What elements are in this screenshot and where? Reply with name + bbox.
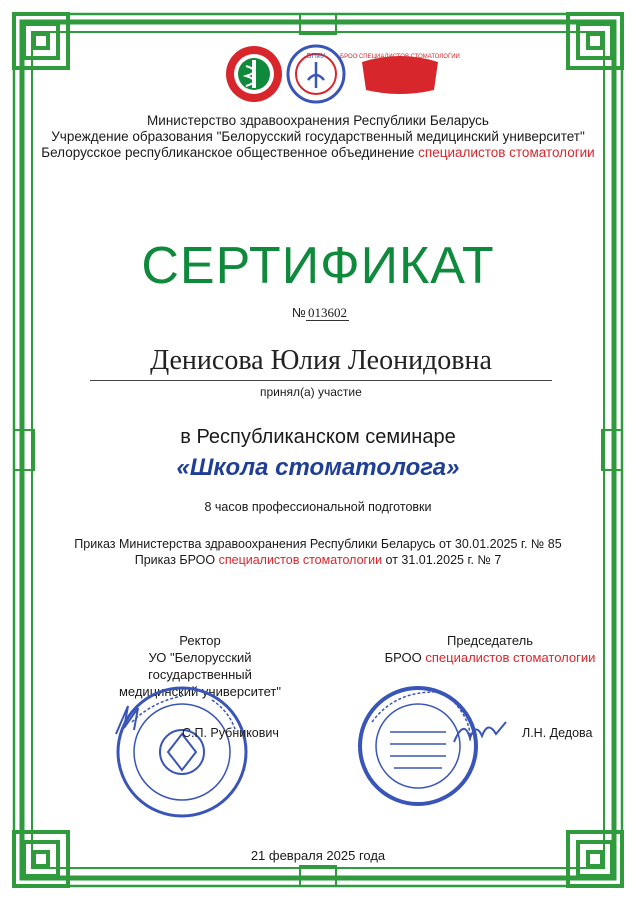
ministry-line: Министерство здравоохранения Республики Беларусь [147, 113, 489, 128]
participation-text: принял(а) участие [260, 385, 362, 399]
medical-emblem-icon [226, 46, 282, 102]
right-org-highlight: специалистов стоматологии [425, 650, 596, 665]
right-org [360, 649, 620, 666]
number-label: № [292, 305, 306, 320]
left-org-line2: медицинский университет" [118, 684, 282, 699]
university-line: Учреждение образования "Белорусский государственный медицинский университет" [51, 129, 585, 144]
number-value: 013602 [307, 305, 347, 320]
ministry-order: Приказ Министерства здравоохранения Республики Беларусь от 30.01.2025 г. № 85 [74, 537, 562, 551]
recipient-name: Денисова Юлия Леонидовна [150, 345, 492, 376]
right-signature-icon [450, 712, 510, 752]
left-signer-name: С.П. Рубникович [182, 726, 279, 740]
broo-ribbon-icon [362, 56, 438, 94]
right-role: Председатель [446, 633, 534, 648]
logos-row [0, 44, 636, 104]
event-prefix: в Республиканском семинаре [180, 426, 456, 448]
event-name: «Школа стоматолога» [176, 454, 460, 481]
right-org-prefix: БРОО [384, 650, 426, 665]
hours-text: 8 часов профессиональной подготовки [204, 500, 432, 514]
broo-order [0, 553, 636, 567]
bsmu-logo-text: БГМУ [306, 53, 326, 60]
broo-order-prefix: Приказ БРОО [134, 553, 219, 567]
association-prefix: Белорусское республиканское общественное объединение [41, 145, 419, 160]
right-signer-name: Л.Н. Дедова [522, 726, 593, 740]
issue-date: 21 февраля 2025 года [250, 848, 386, 863]
left-role: Ректор [179, 633, 221, 648]
left-signature-icon [110, 700, 150, 740]
broo-order-highlight: специалистов стоматологии [218, 553, 383, 567]
left-org-line1: УО "Белорусский государственный [148, 650, 252, 682]
broo-order-suffix: от 31.01.2025 г. № 7 [382, 553, 502, 567]
certificate-title: СЕРТИФИКАТ [141, 237, 495, 295]
association-highlight: специалистов стоматологии [418, 145, 595, 160]
right-signature-block [360, 632, 620, 666]
recipient-underline [90, 380, 552, 381]
broo-logo-text: БРОО СПЕЦИАЛИСТОВ СТОМАТОЛОГИИ [340, 54, 460, 60]
certificate-number [292, 305, 349, 321]
association-line [0, 144, 636, 162]
